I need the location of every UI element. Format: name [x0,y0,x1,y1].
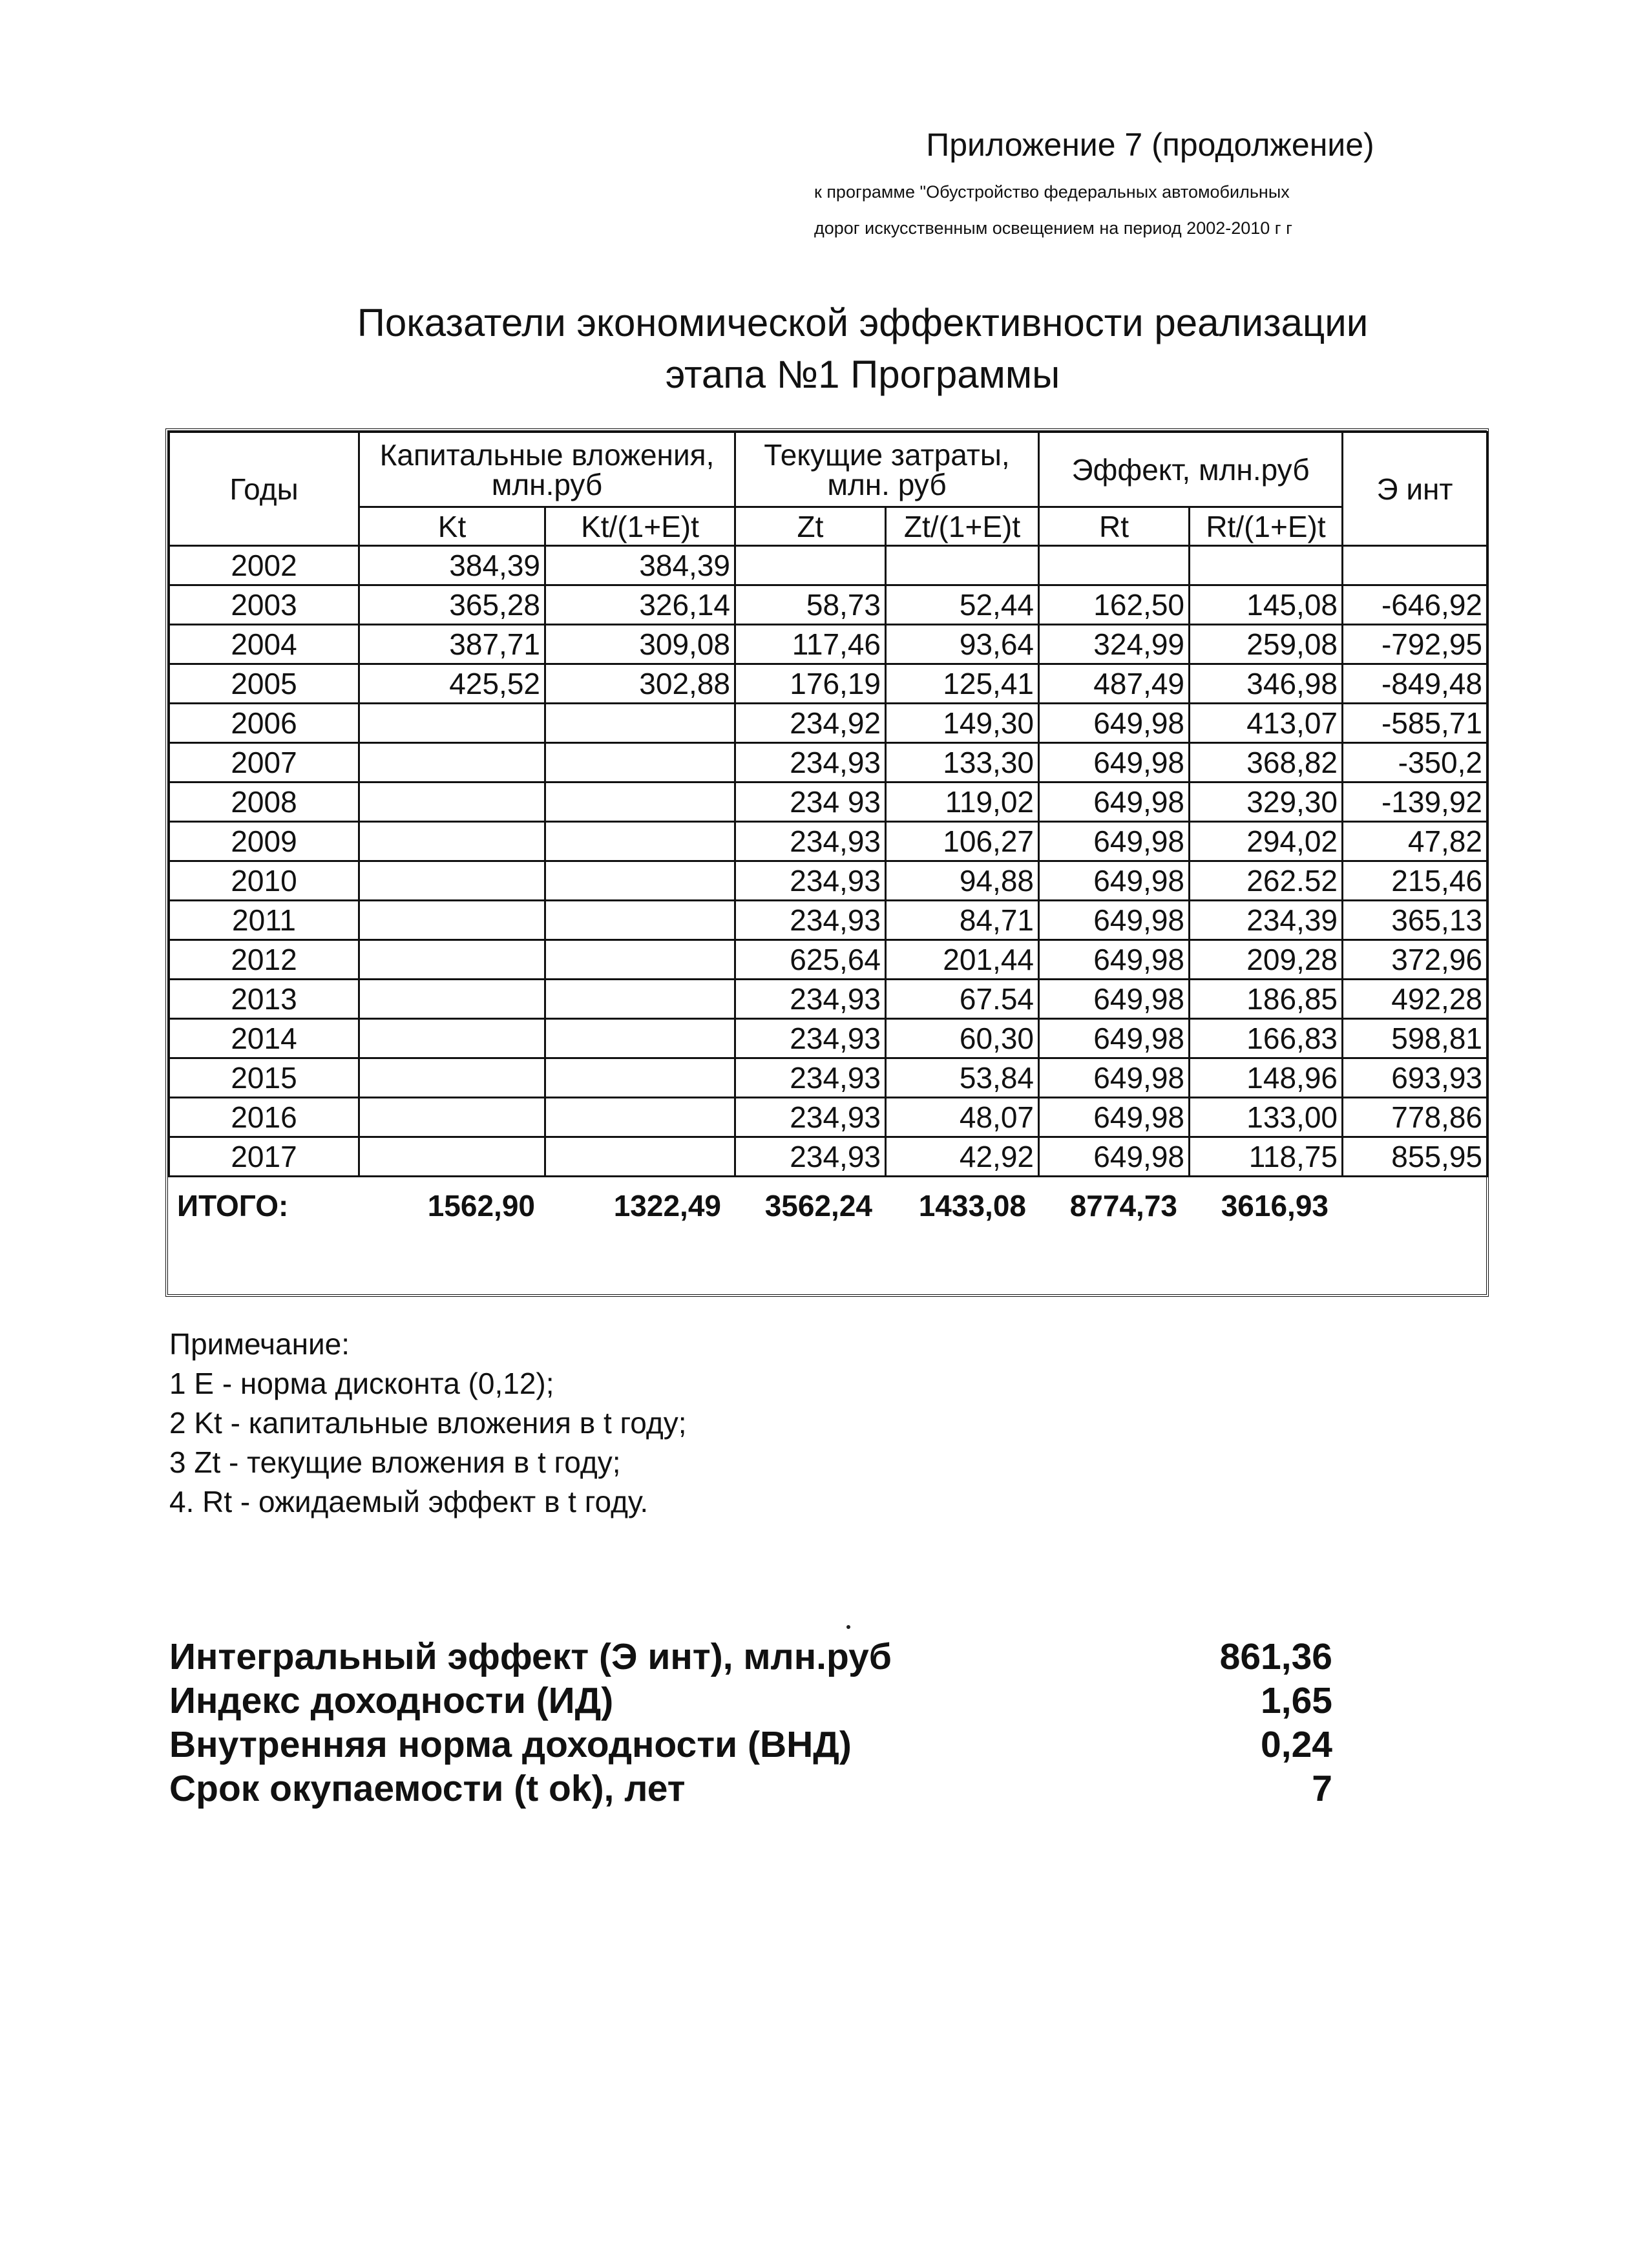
note-item: 1 E - норма дисконта (0,12); [169,1367,554,1400]
cell-rt-discounted: 368,82 [1190,743,1343,782]
efficiency-table [165,428,1489,1297]
cell-kt-discounted [545,743,735,782]
table-row [169,901,1487,940]
cell-kt-discounted [545,1058,735,1098]
cell-eint: 598,81 [1343,1019,1487,1058]
cell-year: 2011 [169,901,359,940]
summary-indicators [169,1635,1332,1811]
summary-value: 0,24 [1261,1724,1332,1765]
table-row [169,822,1487,861]
cell-kt-discounted: 384,39 [545,546,735,585]
cell-year: 2002 [169,546,359,585]
cell-year: 2006 [169,704,359,743]
summary-value: 861,36 [1219,1636,1332,1677]
cell-kt-discounted [545,822,735,861]
cell-rt-discounted: 118,75 [1190,1137,1343,1177]
cell-eint: -792,95 [1343,625,1487,664]
cell-eint: -585,71 [1343,704,1487,743]
cell-rt-discounted: 329,30 [1190,782,1343,822]
efficiency-grid [168,431,1488,1177]
cell-eint: 693,93 [1343,1058,1487,1098]
table-row [169,980,1487,1019]
cell-year: 2012 [169,940,359,980]
totals-row [168,1181,1486,1239]
cell-rt: 649,98 [1039,1098,1190,1137]
cell-zt: 234,93 [735,822,886,861]
summary-row [169,1635,1332,1679]
cell-kt-discounted [545,1098,735,1137]
cell-rt: 649,98 [1039,1137,1190,1177]
cell-zt-discounted: 67.54 [886,980,1039,1019]
header-zt: Zt [735,507,886,546]
cell-zt-discounted: 133,30 [886,743,1039,782]
cell-rt-discounted: 186,85 [1190,980,1343,1019]
cell-zt: 176,19 [735,664,886,704]
cell-kt [359,1098,545,1137]
cell-kt [359,1019,545,1058]
cell-kt-discounted [545,901,735,940]
table-row [169,940,1487,980]
cell-zt: 234,93 [735,1098,886,1137]
table-row [169,1019,1487,1058]
summary-label: Интегральный эффект (Э инт), млн.руб [169,1636,892,1677]
table-row [169,743,1487,782]
header-years: Годы [169,432,359,546]
cell-rt: 649,98 [1039,980,1190,1019]
table-row [169,1058,1487,1098]
cell-year: 2005 [169,664,359,704]
cell-rt: 649,98 [1039,1058,1190,1098]
header-zt-discounted: Zt/(1+E)t [886,507,1039,546]
cell-zt [735,546,886,585]
cell-year: 2003 [169,585,359,625]
cell-rt-discounted: 259,08 [1190,625,1343,664]
notes-section [169,1325,687,1522]
table-row [169,861,1487,901]
note-item: 4. Rt - ожидаемый эффект в t году. [169,1485,649,1518]
cell-eint: 855,95 [1343,1137,1487,1177]
cell-rt-discounted: 413,07 [1190,704,1343,743]
appendix-subtitle-line1: к программе "Обустройство федеральных автомобильных [814,182,1290,202]
cell-rt-discounted: 148,96 [1190,1058,1343,1098]
cell-year: 2017 [169,1137,359,1177]
cell-zt: 234,93 [735,1019,886,1058]
cell-kt: 387,71 [359,625,545,664]
cell-zt-discounted: 42,92 [886,1137,1039,1177]
cell-kt: 384,39 [359,546,545,585]
cell-kt-discounted [545,782,735,822]
cell-zt: 234 93 [735,782,886,822]
cell-eint: -849,48 [1343,664,1487,704]
cell-rt: 649,98 [1039,782,1190,822]
cell-rt: 649,98 [1039,901,1190,940]
totals-kt-discounted: 1322,49 [613,1189,721,1223]
cell-rt: 649,98 [1039,861,1190,901]
header-current-costs: Текущие затраты, млн. руб [735,432,1039,507]
cell-kt [359,861,545,901]
cell-year: 2013 [169,980,359,1019]
cell-zt: 234,93 [735,1058,886,1098]
cell-kt-discounted: 302,88 [545,664,735,704]
cell-zt: 234,92 [735,704,886,743]
cell-rt: 324,99 [1039,625,1190,664]
appendix-subtitle-line2: дорог искусственным освещением на период 2002-2010 г г [814,218,1292,238]
cell-kt-discounted: 326,14 [545,585,735,625]
summary-row [169,1723,1332,1767]
summary-label: Срок окупаемости (t ok), лет [169,1768,686,1809]
cell-zt-discounted: 106,27 [886,822,1039,861]
cell-year: 2009 [169,822,359,861]
cell-rt-discounted: 294,02 [1190,822,1343,861]
cell-year: 2007 [169,743,359,782]
header-rt-discounted: Rt/(1+E)t [1190,507,1343,546]
header-kt: Kt [359,507,545,546]
cell-zt: 234,93 [735,743,886,782]
cell-zt: 234,93 [735,980,886,1019]
table-row [169,625,1487,664]
summary-value: 1,65 [1261,1680,1332,1721]
cell-eint [1343,546,1487,585]
totals-kt: 1562,90 [427,1189,535,1223]
totals-label: ИТОГО: [177,1189,289,1223]
cell-kt-discounted [545,704,735,743]
cell-year: 2016 [169,1098,359,1137]
table-row [169,664,1487,704]
cell-rt-discounted [1190,546,1343,585]
cell-kt-discounted [545,861,735,901]
cell-zt-discounted: 52,44 [886,585,1039,625]
summary-row [169,1767,1332,1811]
document-title-line1: Показатели экономической эффективности реализации [357,301,1369,344]
cell-rt: 649,98 [1039,940,1190,980]
cell-rt-discounted: 346,98 [1190,664,1343,704]
cell-rt-discounted: 166,83 [1190,1019,1343,1058]
table-row [169,585,1487,625]
cell-kt-discounted [545,1019,735,1058]
cell-rt: 162,50 [1039,585,1190,625]
scan-dot [846,1625,850,1629]
appendix-title: Приложение 7 (продолжение) [926,127,1374,163]
cell-rt: 487,49 [1039,664,1190,704]
cell-year: 2008 [169,782,359,822]
table-row [169,1098,1487,1137]
cell-zt: 117,46 [735,625,886,664]
cell-kt [359,940,545,980]
cell-kt [359,1058,545,1098]
cell-eint: 492,28 [1343,980,1487,1019]
header-capital-investment: Капитальные вложения, млн.руб [359,432,735,507]
cell-rt-discounted: 262.52 [1190,861,1343,901]
cell-eint: 215,46 [1343,861,1487,901]
cell-zt: 234,93 [735,1137,886,1177]
cell-rt: 649,98 [1039,743,1190,782]
table-row [169,546,1487,585]
cell-kt [359,1137,545,1177]
cell-rt [1039,546,1190,585]
cell-zt-discounted: 94,88 [886,861,1039,901]
cell-zt: 234,93 [735,901,886,940]
totals-rt: 8774,73 [1069,1189,1177,1223]
cell-zt-discounted: 93,64 [886,625,1039,664]
cell-rt: 649,98 [1039,704,1190,743]
cell-zt-discounted: 48,07 [886,1098,1039,1137]
cell-rt-discounted: 145,08 [1190,585,1343,625]
cell-eint: -646,92 [1343,585,1487,625]
cell-zt-discounted: 84,71 [886,901,1039,940]
cell-eint: 372,96 [1343,940,1487,980]
note-item: 2 Kt - капитальные вложения в t году; [169,1406,687,1440]
cell-eint: 47,82 [1343,822,1487,861]
cell-eint: 365,13 [1343,901,1487,940]
cell-kt [359,743,545,782]
cell-year: 2004 [169,625,359,664]
cell-kt-discounted: 309,08 [545,625,735,664]
cell-rt: 649,98 [1039,1019,1190,1058]
notes-title: Примечание: [169,1327,350,1361]
document-title-line2: этапа №1 Программы [665,353,1060,396]
cell-kt-discounted [545,940,735,980]
cell-kt-discounted [545,1137,735,1177]
cell-eint: -350,2 [1343,743,1487,782]
cell-zt-discounted: 119,02 [886,782,1039,822]
cell-kt: 365,28 [359,585,545,625]
cell-kt: 425,52 [359,664,545,704]
cell-kt [359,901,545,940]
cell-kt [359,980,545,1019]
cell-year: 2014 [169,1019,359,1058]
cell-zt: 234,93 [735,861,886,901]
cell-zt-discounted: 125,41 [886,664,1039,704]
summary-row [169,1679,1332,1723]
summary-label: Внутренняя норма доходности (ВНД) [169,1724,852,1765]
totals-rt-discounted: 3616,93 [1221,1189,1329,1223]
cell-zt-discounted: 60,30 [886,1019,1039,1058]
cell-zt: 625,64 [735,940,886,980]
cell-kt-discounted [545,980,735,1019]
totals-zt-discounted: 1433,08 [918,1189,1026,1223]
cell-zt-discounted: 53,84 [886,1058,1039,1098]
header-rt: Rt [1039,507,1190,546]
document-header [814,126,1460,246]
cell-kt [359,822,545,861]
cell-zt-discounted: 149,30 [886,704,1039,743]
summary-label: Индекс доходности (ИД) [169,1680,614,1721]
cell-kt [359,782,545,822]
cell-rt-discounted: 133,00 [1190,1098,1343,1137]
cell-kt [359,704,545,743]
cell-eint: -139,92 [1343,782,1487,822]
summary-value: 7 [1312,1768,1332,1809]
document-title [162,297,1564,401]
cell-rt-discounted: 234,39 [1190,901,1343,940]
table-row [169,1137,1487,1177]
cell-rt: 649,98 [1039,822,1190,861]
note-item: 3 Zt - текущие вложения в t году; [169,1445,621,1479]
header-effect: Эффект, млн.руб [1039,432,1343,507]
totals-zt: 3562,24 [764,1189,872,1223]
cell-zt-discounted [886,546,1039,585]
table-row [169,704,1487,743]
cell-year: 2015 [169,1058,359,1098]
table-row [169,782,1487,822]
cell-zt-discounted: 201,44 [886,940,1039,980]
cell-eint: 778,86 [1343,1098,1487,1137]
cell-year: 2010 [169,861,359,901]
header-kt-discounted: Kt/(1+E)t [545,507,735,546]
cell-rt-discounted: 209,28 [1190,940,1343,980]
header-eint: Э инт [1343,432,1487,546]
cell-zt: 58,73 [735,585,886,625]
